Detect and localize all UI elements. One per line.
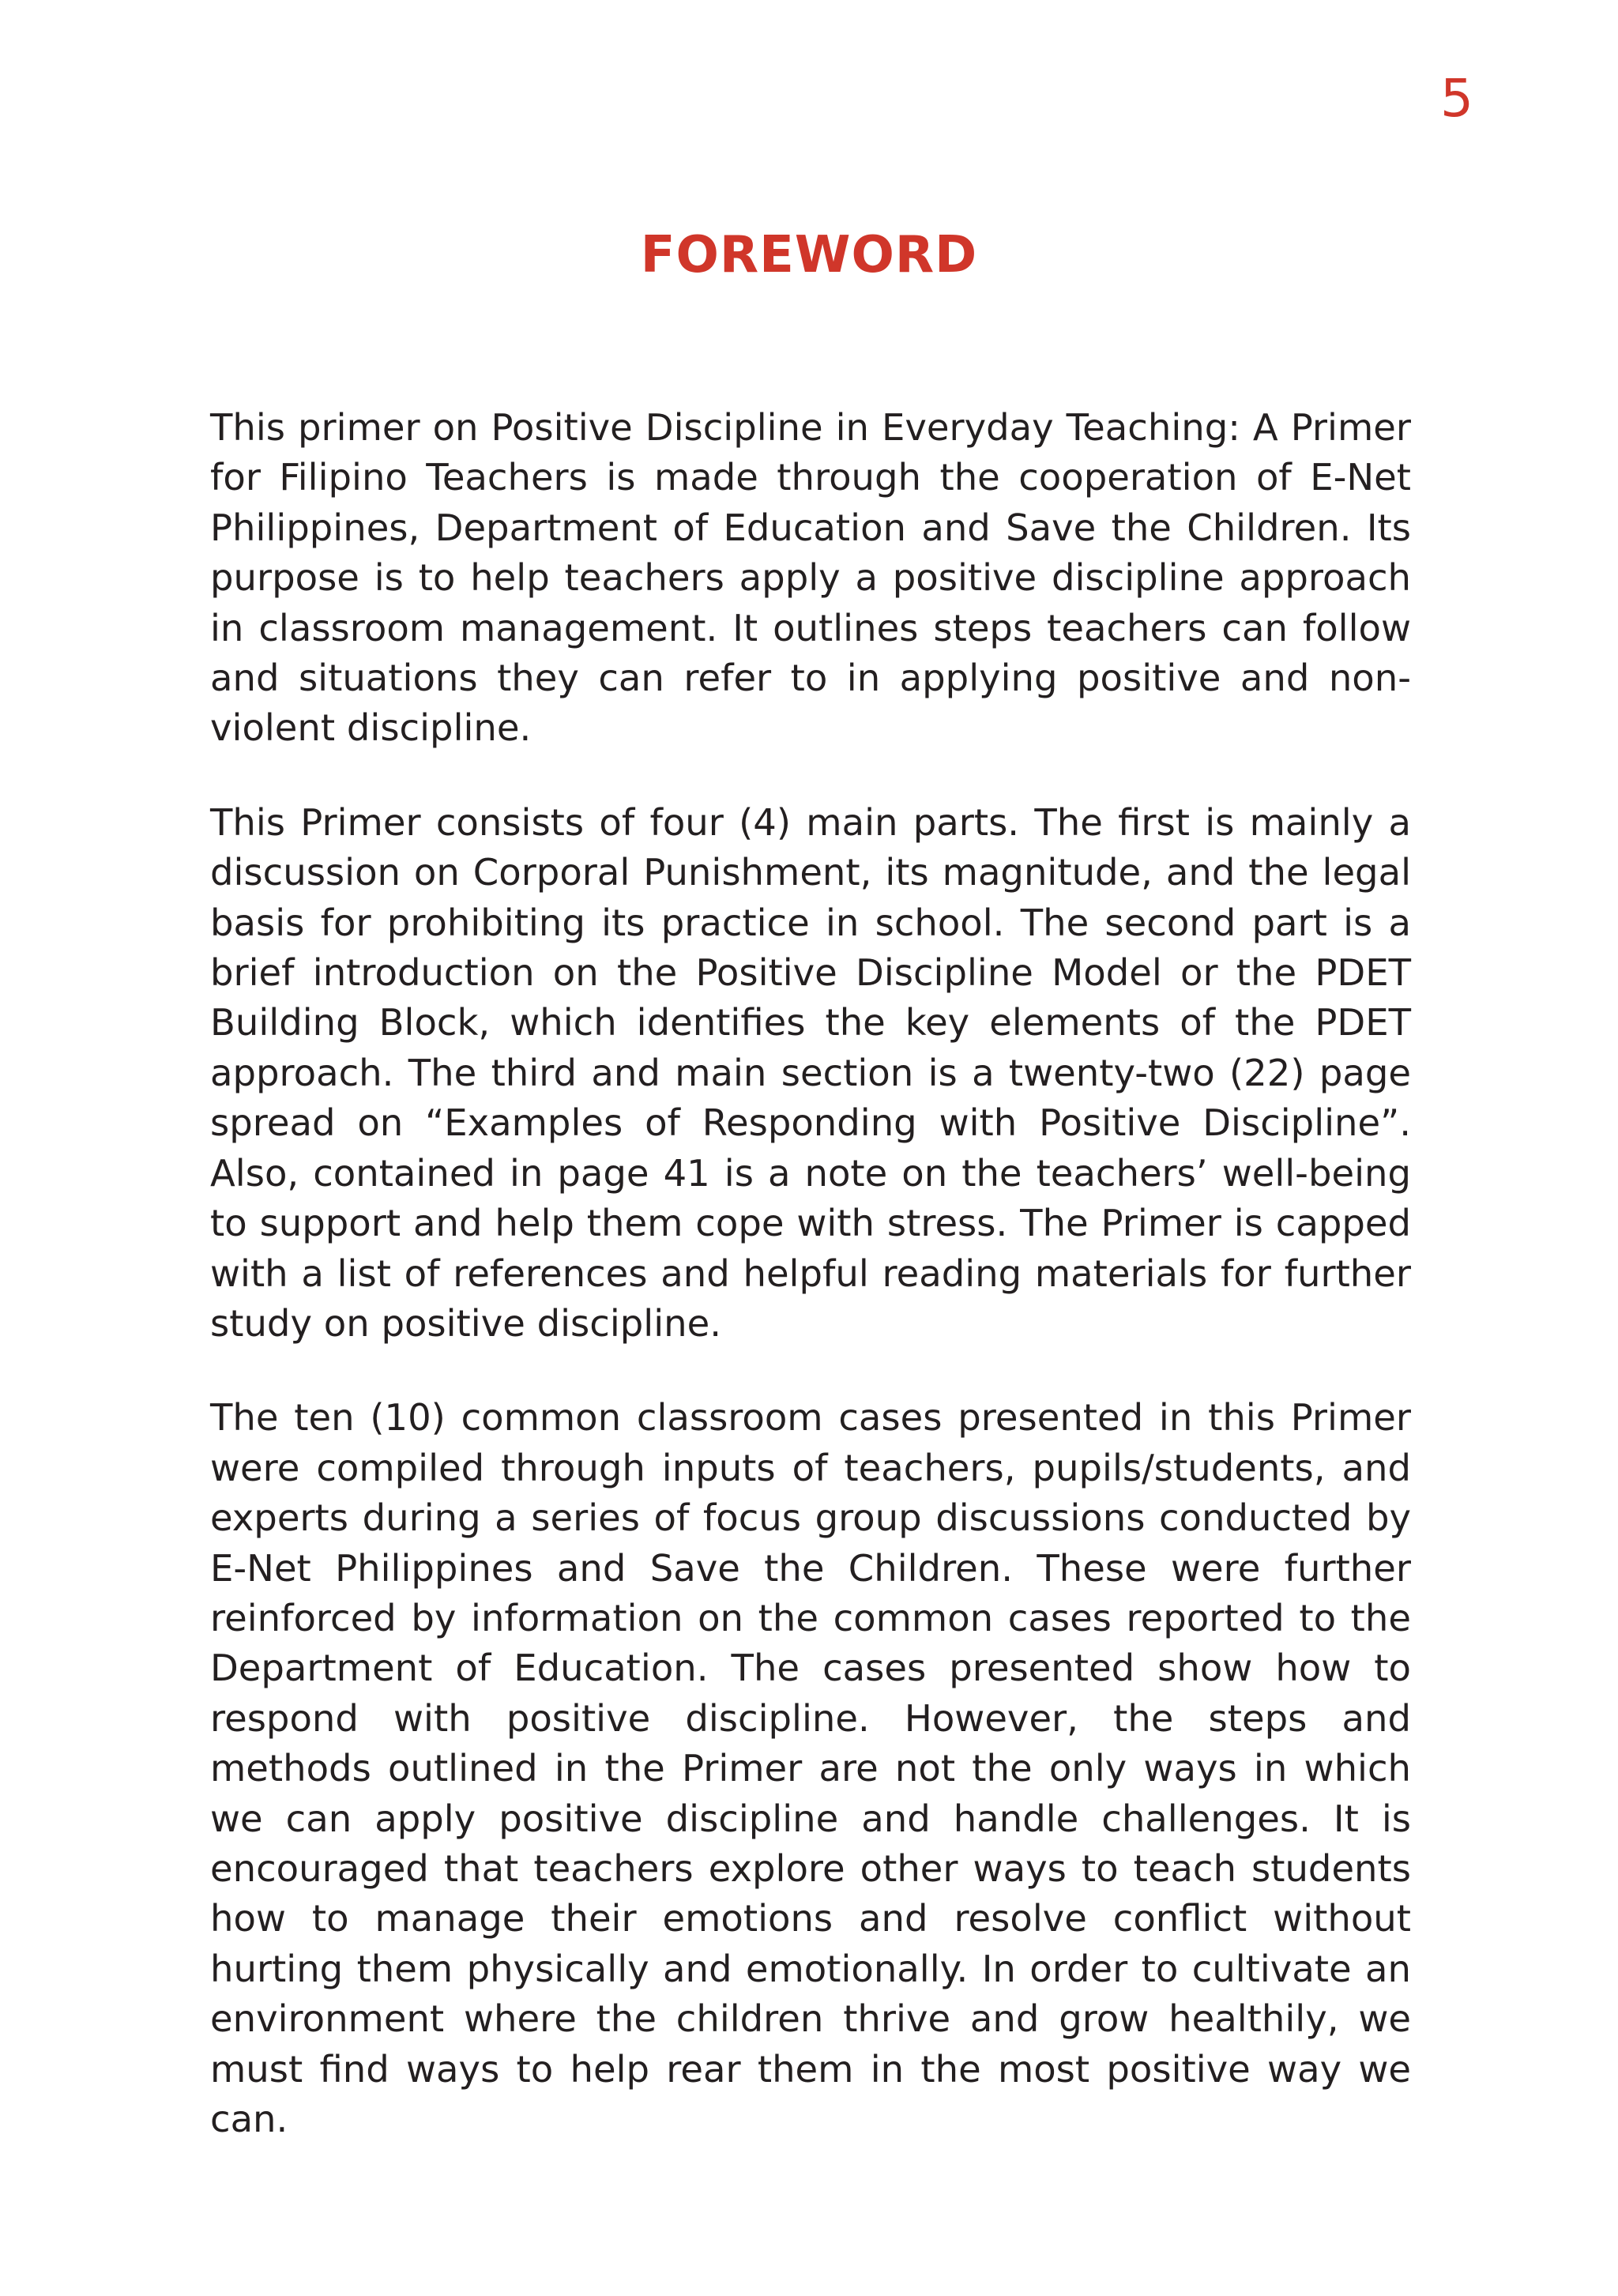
paragraph-structure: This Primer consists of four (4) main parts. The first is mainly a discussion on Corporal Punishment, its magnitude, and the legal basis for prohibiting its practice in school. The second part is a brief introduction on the Positive Discipline Model or the PDET Building Block, which identifies the key elements of the PDET approach. The third and main section is a twenty-two (22) page spread on “Examples of Responding with Positive Discipline”. Also, contained in page 41 is a note on the teachers’ well-being to support and help them cope with stress. The Primer is capped with a list of references and helpful reading materials for further study on positive discipline. bbox=[210, 800, 1411, 1345]
page-title: FOREWORD bbox=[640, 225, 978, 284]
foreword-body bbox=[210, 403, 1411, 2189]
paragraph-intro: This primer on Positive Discipline in Everyday Teaching: A Primer for Filipino Teachers is made through the cooperation of E-Net Philippines, Department of Education and Save the Children. Its purpose is to help teachers apply a positive discipline approach in classroom management. It outlines steps teachers can follow and situations they can refer to in applying positive and non-violent discipline. bbox=[210, 406, 1411, 750]
paragraph-cases: The ten (10) common classroom cases presented in this Primer were compiled through inputs of teachers, pupils/students, and experts during a series of focus group discussions conducted by E-Net Philippines and Save the Children. These were further reinforced by information on the common cases reported to the Department of Education. The cases presented show how to respond with positive discipline. However, the steps and methods outlined in the Primer are not the only ways in which we can apply positive discipline and handle challenges. It is encouraged that teachers explore other ways to teach students how to manage their emotions and resolve conflict without hurting them physically and emotionally. In order to cultivate an environment where the children thrive and grow healthily, we must find ways to help rear them in the most positive way we can. bbox=[210, 1396, 1411, 2140]
page-number: 5 bbox=[1440, 68, 1473, 129]
